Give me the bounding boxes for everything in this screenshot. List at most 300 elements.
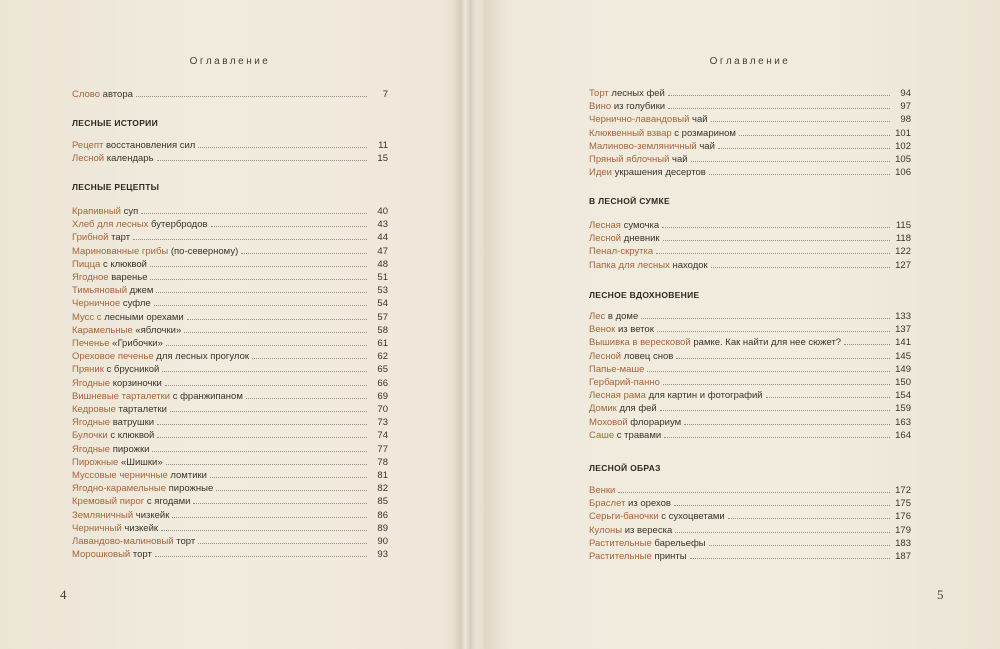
toc-entry-title-highlight: Черничное (72, 298, 121, 310)
toc-entry-title-highlight: Лесная рама (589, 390, 646, 402)
toc-entry-title-rest: лесных фей (608, 88, 665, 99)
toc-entry-title (589, 113, 708, 126)
toc-entry-title-highlight: Земляничный (72, 509, 134, 521)
toc-entry[interactable] (589, 232, 911, 245)
toc-dot-leader (668, 95, 890, 96)
toc-entry-title-rest: чизкейк (121, 522, 159, 534)
toc-entry-page: 57 (377, 311, 388, 323)
toc-entry[interactable] (589, 537, 911, 550)
toc-dot-leader (154, 305, 367, 306)
toc-entry-title-highlight: Саше (589, 429, 615, 441)
toc-entry-title-rest: чай (696, 140, 715, 152)
toc-dot-leader (156, 292, 367, 293)
toc-entry[interactable] (72, 271, 388, 284)
toc-entry[interactable] (589, 245, 911, 258)
toc-entry-title (589, 497, 671, 510)
toc-entry-title-rest: для лесных прогулок (153, 351, 250, 363)
toc-entry[interactable] (72, 258, 388, 271)
toc-entry[interactable] (72, 218, 388, 231)
toc-entry-page: 70 (377, 404, 388, 415)
toc-entry-title-rest: с розмарином (671, 127, 736, 139)
toc-entry-page: 62 (377, 351, 388, 363)
toc-entry-title-highlight: Идеи (589, 167, 612, 179)
toc-dot-leader (198, 543, 367, 544)
toc-entry-page: 187 (895, 551, 911, 562)
toc-entry-page: 97 (900, 101, 911, 113)
toc-entry-title-rest: торт (130, 549, 152, 561)
toc-entry-page: 86 (377, 509, 388, 521)
toc-entry-title (72, 363, 159, 376)
toc-entry[interactable] (589, 336, 911, 349)
toc-entry-title-rest: «яблочки» (132, 324, 182, 336)
toc-entry-title-rest: с клюквой (107, 430, 155, 442)
toc-entry-title (72, 469, 207, 482)
toc-entry-title-rest: тарталетки (115, 404, 167, 415)
toc-dot-leader (150, 266, 367, 267)
toc-entry-title-rest: для картин и фотографий (645, 390, 763, 402)
toc-entry-page: 133 (895, 311, 911, 322)
page-number: 5 (937, 587, 944, 602)
toc-entry-title (589, 140, 715, 153)
toc-entry-title-rest: лесными орехами (101, 311, 184, 323)
toc-entry-title (72, 324, 181, 337)
toc-dot-leader (187, 319, 367, 320)
toc-entry[interactable] (589, 140, 911, 153)
toc-entry[interactable] (72, 469, 388, 482)
toc-entry-title-rest: с ягодами (144, 496, 191, 508)
toc-entry-title-highlight: Кулоны (589, 524, 623, 536)
toc-entry-title (72, 509, 169, 522)
toc-entry-title-rest: пирожки (110, 443, 150, 455)
toc-entry-title-highlight: Грибной (72, 232, 109, 244)
toc-dot-leader (766, 397, 890, 398)
toc-dot-leader (660, 410, 890, 411)
toc-dot-leader (691, 161, 890, 162)
toc-entry[interactable] (72, 363, 388, 376)
toc-entry-title-highlight: Ягодные (72, 443, 111, 455)
toc-entry-title (72, 416, 154, 429)
toc-entry-title-rest: (по-северному) (168, 245, 239, 257)
toc-entry-title-highlight: Мусс с (72, 311, 102, 323)
toc-entry-title-highlight: Черничный (72, 522, 122, 534)
toc-dot-leader (141, 213, 367, 214)
book-gutter (452, 0, 482, 649)
toc-dot-leader (162, 371, 367, 372)
toc-entry[interactable] (589, 550, 911, 563)
toc-entry[interactable] (72, 522, 388, 535)
toc-dot-leader (674, 505, 890, 506)
toc-entry[interactable] (72, 443, 388, 456)
toc-dot-leader (170, 411, 367, 412)
toc-entry-title (589, 537, 706, 550)
toc-entry-title-highlight: Ореховое печенье (72, 351, 154, 363)
toc-dot-leader (844, 344, 890, 345)
toc-entry-page: 48 (377, 258, 388, 270)
toc-dot-leader (252, 358, 367, 359)
toc-dot-leader (656, 253, 890, 254)
toc-dot-leader (739, 135, 890, 136)
toc-entry-title (589, 416, 681, 429)
toc-entry[interactable] (589, 402, 911, 415)
toc-entry-title (72, 535, 195, 548)
toc-entry-page: 7 (382, 89, 388, 100)
toc-dot-leader (166, 464, 367, 465)
toc-entry-title-rest: суп (120, 206, 139, 217)
toc-entry-title-rest: принты (651, 551, 687, 562)
toc-entry[interactable] (72, 284, 388, 297)
toc-dot-leader (663, 384, 890, 385)
toc-entry-title-highlight: Пенал-скрутка (589, 246, 654, 258)
right-page (589, 0, 944, 649)
toc-entry-title-highlight: Серьги-баночки (589, 511, 659, 523)
toc-dot-leader (157, 437, 367, 438)
toc-entry-title (72, 297, 151, 310)
toc-entry-page: 172 (895, 485, 911, 496)
toc-entry[interactable] (589, 87, 911, 100)
toc-entry[interactable] (589, 127, 911, 140)
toc-dot-leader (711, 121, 890, 122)
toc-entry-title (589, 232, 660, 245)
toc-entry-title (72, 495, 190, 508)
toc-entry-title-rest: флорариум (627, 416, 682, 428)
toc-entry-title (589, 429, 661, 442)
toc-entry-title-rest: для фей (616, 403, 657, 415)
toc-entry-title-rest: автора (100, 89, 133, 100)
toc-entry-title-highlight: Растительные (589, 537, 652, 549)
toc-entry-title-rest: дневник (621, 233, 660, 245)
toc-entry[interactable] (589, 259, 911, 272)
toc-entry-title-rest: ломтики (167, 470, 207, 481)
toc-entry[interactable] (72, 245, 388, 258)
toc-dot-leader (668, 108, 890, 109)
toc-entry-title-highlight: Моховой (589, 416, 628, 428)
toc-entry-title (589, 323, 654, 336)
toc-dot-leader (663, 240, 890, 241)
toc-entry-title-rest: чай (669, 154, 688, 165)
toc-dot-leader (662, 227, 890, 228)
toc-entry[interactable] (72, 139, 388, 152)
toc-entry-title (589, 336, 841, 349)
toc-dot-leader (718, 148, 890, 149)
toc-entry[interactable] (72, 548, 388, 561)
toc-entry-title (72, 218, 208, 231)
toc-dot-leader (664, 437, 890, 438)
toc-entry-title-highlight: Вино (589, 101, 612, 113)
toc-entry-page: 141 (895, 337, 911, 349)
toc-entry-title-highlight: Венок (589, 324, 616, 336)
toc-dot-leader (246, 398, 367, 399)
toc-entry-page: 90 (377, 536, 388, 547)
toc-entry-title (589, 389, 763, 402)
toc-entry-title-rest: торт (173, 536, 196, 547)
toc-entry-title (589, 550, 687, 563)
toc-entry[interactable] (72, 88, 388, 101)
toc-section-title: ЛЕСНЫЕ ИСТОРИИ (72, 118, 158, 128)
toc-entry[interactable] (589, 389, 911, 402)
toc-entry-title-highlight: Растительные (589, 551, 652, 562)
toc-entry-title (72, 258, 147, 271)
toc-entry-title-highlight: Ягодные (72, 377, 111, 389)
toc-entry-title-rest: ловец снов (621, 350, 674, 362)
toc-entry-title (589, 219, 659, 232)
toc-dot-leader (647, 371, 890, 372)
toc-entry[interactable] (72, 509, 388, 522)
toc-entry-page: 78 (377, 456, 388, 468)
toc-entry-title (72, 88, 133, 101)
toc-entry-page: 183 (895, 537, 911, 549)
toc-entry-title-highlight: Пицца (72, 258, 101, 270)
toc-entry-page: 175 (895, 498, 911, 510)
toc-entry[interactable] (72, 350, 388, 363)
toc-dot-leader (216, 490, 367, 491)
toc-dot-leader (136, 96, 367, 97)
toc-entry-title (589, 166, 706, 179)
toc-dot-leader (709, 545, 890, 546)
toc-entry-title-rest: барельефы (651, 537, 706, 549)
toc-entry-page: 105 (895, 154, 911, 165)
toc-entry-page: 51 (377, 272, 388, 283)
toc-dot-leader (618, 492, 890, 493)
toc-entry-title-rest: пирожные (166, 483, 214, 495)
toc-entry-title-rest: из голубики (611, 101, 666, 113)
toc-entry-title-rest: бутербродов (148, 219, 208, 231)
toc-entry[interactable] (72, 297, 388, 310)
toc-section-title: ЛЕСНОЙ ОБРАЗ (589, 463, 661, 473)
toc-dot-leader (198, 147, 367, 148)
toc-entry-page: 94 (900, 88, 911, 99)
toc-entry-page: 69 (377, 390, 388, 402)
toc-entry[interactable] (589, 376, 911, 389)
toc-entry[interactable] (589, 100, 911, 113)
toc-entry-title-highlight: Рецепт (72, 140, 104, 151)
toc-entry-title-highlight: Ягодное (72, 272, 109, 283)
toc-entry-page: 127 (895, 259, 911, 271)
toc-entry-title-highlight: Гербарий-панно (589, 377, 660, 388)
toc-entry-title-rest: с клюквой (100, 258, 147, 270)
toc-entry-title-rest: из веток (615, 324, 654, 336)
toc-entry[interactable] (589, 524, 911, 537)
toc-entry-title-highlight: Вышивка в вересковой (589, 337, 691, 349)
toc-entry-page: 98 (900, 114, 911, 126)
toc-dot-leader (241, 253, 367, 254)
toc-section-title: ЛЕСНОЕ ВДОХНОВЕНИЕ (589, 290, 700, 300)
page-heading: Оглавление (189, 56, 271, 67)
toc-entry[interactable] (589, 166, 911, 179)
toc-entry-title-highlight: Лесной (589, 233, 622, 245)
toc-entry-title-highlight: Лавандово-малиновый (72, 536, 174, 547)
toc-entry-title-highlight: Браслет (589, 498, 626, 510)
toc-entry[interactable] (72, 429, 388, 442)
toc-entry-page: 74 (377, 430, 388, 442)
toc-entry[interactable] (589, 416, 911, 429)
toc-entry-title (589, 376, 660, 389)
toc-entry-title-highlight: Маринованные грибы (72, 245, 169, 257)
toc-entry-title-rest: из орехов (625, 498, 671, 510)
toc-entry-title (72, 311, 184, 324)
toc-entry-title (72, 403, 167, 416)
toc-entry-title-rest: из вереска (622, 524, 673, 536)
toc-dot-leader (166, 345, 367, 346)
toc-entry-page: 43 (377, 219, 388, 231)
toc-entry-title-rest: суфле (120, 298, 151, 310)
toc-entry-page: 53 (377, 285, 388, 297)
toc-entry-title-highlight: Чернично-лавандовый (589, 114, 690, 126)
toc-entry[interactable] (72, 377, 388, 390)
toc-entry-title (72, 522, 158, 535)
toc-dot-leader (675, 532, 890, 533)
toc-entry-title-rest: «Шишки» (118, 456, 163, 468)
page-heading: Оглавление (709, 56, 791, 67)
toc-dot-leader (711, 267, 890, 268)
toc-entry-page: 15 (377, 153, 388, 165)
toc-entry-title-rest: календарь (104, 153, 154, 165)
toc-entry[interactable] (72, 205, 388, 218)
toc-entry-page: 106 (895, 167, 911, 179)
toc-entry[interactable] (72, 403, 388, 416)
toc-entry[interactable] (589, 497, 911, 510)
toc-entry[interactable] (589, 484, 911, 497)
toc-entry-title (72, 429, 154, 442)
toc-entry[interactable] (589, 219, 911, 232)
toc-entry-title-highlight: Хлеб для лесных (72, 219, 149, 231)
toc-entry-title-rest: варенье (108, 272, 148, 283)
toc-entry[interactable] (72, 416, 388, 429)
toc-entry-title-highlight: Кедровые (72, 404, 116, 415)
toc-entry-page: 85 (377, 496, 388, 508)
toc-entry-title-highlight: Пряник (72, 364, 104, 376)
toc-entry[interactable] (72, 152, 388, 165)
toc-entry-page: 82 (377, 483, 388, 495)
toc-entry-title-highlight: Тимьяновый (72, 285, 128, 297)
toc-dot-leader (133, 239, 367, 240)
toc-entry-page: 77 (377, 443, 388, 455)
toc-dot-leader (157, 160, 367, 161)
toc-dot-leader (193, 503, 367, 504)
toc-entry-title-highlight: Слово (72, 89, 101, 100)
toc-entry-title (72, 548, 152, 561)
toc-entry-page: 101 (895, 127, 911, 139)
toc-entry-title (589, 524, 672, 537)
toc-entry-page: 61 (377, 338, 388, 349)
toc-entry-page: 159 (895, 403, 911, 415)
toc-entry[interactable] (589, 153, 911, 166)
toc-dot-leader (676, 358, 890, 359)
toc-entry-title-highlight: Печенье (72, 338, 110, 349)
toc-entry-title-highlight: Лесная (589, 220, 621, 231)
toc-entry-title-highlight: Ягодные (72, 417, 111, 429)
toc-entry[interactable] (72, 535, 388, 548)
toc-entry[interactable] (589, 363, 911, 376)
toc-entry[interactable] (589, 310, 911, 323)
toc-entry-title (72, 231, 130, 244)
toc-entry-title-highlight: Папье-маше (589, 363, 645, 375)
toc-entry-title (72, 284, 153, 297)
toc-entry-page: 11 (378, 140, 388, 151)
toc-entry-title-highlight: Лес (589, 311, 606, 322)
toc-entry-page: 176 (895, 511, 911, 523)
toc-entry-page: 150 (895, 377, 911, 388)
toc-entry-page: 44 (377, 232, 388, 244)
toc-entry[interactable] (589, 323, 911, 336)
toc-entry[interactable] (72, 456, 388, 469)
toc-entry-title-rest: с травами (614, 429, 662, 441)
toc-section-title: ЛЕСНЫЕ РЕЦЕПТЫ (72, 182, 160, 192)
toc-entry-title-rest: чай (689, 114, 708, 126)
toc-section-title: В ЛЕСНОЙ СУМКЕ (589, 196, 670, 206)
toc-entry-page: 145 (895, 350, 911, 362)
toc-entry[interactable] (589, 429, 911, 442)
toc-entry[interactable] (72, 390, 388, 403)
toc-entry-title (72, 337, 163, 350)
toc-entry-title-highlight: Домик (589, 403, 617, 415)
toc-entry-title-highlight: Морошковый (72, 549, 131, 561)
toc-entry[interactable] (72, 324, 388, 337)
toc-entry-title (589, 245, 653, 258)
toc-entry-title (72, 350, 249, 363)
toc-entry[interactable] (589, 113, 911, 126)
toc-entry-title-highlight: Пирожные (72, 456, 119, 468)
toc-entry[interactable] (72, 337, 388, 350)
toc-entry-title-highlight: Карамельные (72, 324, 133, 336)
toc-dot-leader (211, 226, 367, 227)
toc-dot-leader (161, 530, 367, 531)
toc-entry-title (589, 153, 688, 166)
toc-entry-title-rest: рамке. Как найти для нее сюжет? (690, 337, 842, 349)
page-number: 4 (60, 587, 67, 602)
toc-entry-page: 93 (377, 549, 388, 561)
toc-entry[interactable] (72, 231, 388, 244)
toc-entry-title (589, 127, 736, 140)
toc-dot-leader (155, 556, 367, 557)
toc-entry[interactable] (589, 510, 911, 523)
toc-entry[interactable] (72, 311, 388, 324)
toc-entry-title (589, 310, 638, 323)
toc-entry[interactable] (72, 482, 388, 495)
toc-entry-page: 81 (377, 470, 388, 481)
toc-entry-title (72, 456, 163, 469)
toc-dot-leader (172, 517, 367, 518)
toc-dot-leader (709, 174, 890, 175)
toc-entry-title-highlight: Торт (589, 88, 609, 99)
toc-entry-page: 102 (895, 140, 911, 152)
toc-entry-page: 54 (377, 298, 388, 310)
toc-entry-title-highlight: Папка для лесных (589, 259, 670, 271)
toc-dot-leader (150, 279, 367, 280)
toc-entry-title-rest: джем (127, 285, 154, 297)
toc-entry-title-highlight: Клюквенный взвар (589, 127, 672, 139)
toc-entry-title (72, 390, 243, 403)
toc-entry-title (589, 402, 657, 415)
toc-entry-title-rest: сумочка (620, 220, 660, 231)
toc-entry-title (72, 377, 162, 390)
toc-entry-title-highlight: Крапивный (72, 206, 121, 217)
toc-entry-page: 122 (895, 246, 911, 258)
toc-entry-title (72, 245, 238, 258)
toc-dot-leader (165, 385, 367, 386)
toc-entry-title-rest: находок (669, 259, 708, 271)
toc-entry-page: 58 (377, 324, 388, 336)
toc-entry-title (72, 482, 213, 495)
toc-dot-leader (684, 424, 890, 425)
toc-entry-page: 137 (895, 324, 911, 336)
toc-entry[interactable] (72, 495, 388, 508)
toc-entry-title-rest: восстановления сил (103, 140, 196, 151)
toc-entry[interactable] (589, 350, 911, 363)
toc-entry-title-rest: «Грибочки» (109, 338, 163, 349)
toc-entry-page: 154 (895, 390, 911, 402)
toc-entry-title (72, 271, 147, 284)
toc-entry-title-rest: украшения десертов (611, 167, 706, 179)
